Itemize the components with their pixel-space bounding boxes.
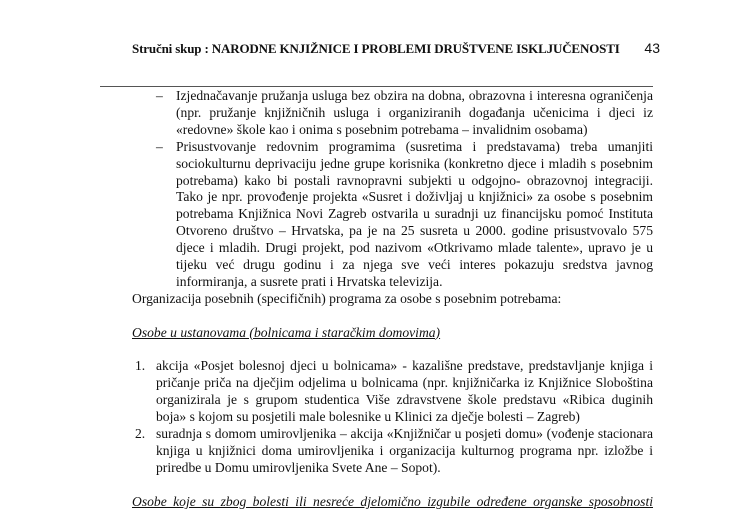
list-item-text: akcija «Posjet bolesnoj djeci u bolnicama» - kazališne predstave, predstavljanje knjiga i pričanje priča na dječjim odjelima u bolnicama (npr. knjižničarka iz Knjižnice Sloboština organizirala je s grupom studentica Više zdravstvene škole predstavu «Ribica duginih boja» s kojom su posjetili male bolesnike u Klinici za dječje bolesti – Zagreb) <box>156 358 653 425</box>
header-rule <box>100 86 653 87</box>
dash-bullet: – <box>156 138 163 154</box>
running-header <box>132 40 660 59</box>
item-number: 2. <box>135 426 146 442</box>
spacer <box>132 308 653 325</box>
dash-bullet: – <box>156 88 163 103</box>
list-item-text: Prisustvovanje redovnim programima (susretima i predstavama) treba umanjiti sociokulturnu deprivaciju jedne grupe korisnika (konkretno djece i mladih s posebnim potrebama) kako bi postali ravnopravni subjekti u odgojno- obrazovnoj integraciji. Tako je npr. provođenje projekta «Susret i doživljaj u knjižnici» za osobe s posebnim potrebama Knjižnica Novi Zagreb ostvarila u suradnji uz financijsku pomoć Instituta Otvoreno društvo – Hrvatska, pa je na 25 susreta u 2000. godine prisustvovalo 575 djece i mladih. Drugi projekt, pod nazivom «Otkrivamo mlade talente», upravo je u tijeku već drugu godinu i za njega sve veći interes pokazuju sredstva javnog informiranja, a susrete prati i Hrvatska televizija. <box>176 138 653 289</box>
list-item-text: Izjednačavanje pružanja usluga bez obzira na dobna, obrazovna i interesna ograničenja (npr. pružanje knjižničnih usluga i organiziranih događanja učenicima i djeci iz «redovne» škole kao i onima s posebnim potrebama – invalidnim osobama) <box>176 88 653 137</box>
section-heading-illness: Osobe koje su zbog bolesti ili nesreće djelomično izgubile određene organske sposobnosti <box>132 493 653 509</box>
header-title: Stručni skup : NARODNE KNJIŽNICE I PROBLEMI DRUŠTVENE ISKLJUČENOSTI <box>132 41 620 56</box>
list-item-text: suradnja s domom umirovljenika – akcija «Knjižničar u posjeti domu» (vođenje stacionara knjiga u knjižnici doma umirovljenika i organizacija kulturnog programa npr. izložbe i priredbe u Domu umirovljenika Svete Ane – Sopot). <box>156 426 653 475</box>
intro-paragraph: Organizacija posebnih (specifičnih) programa za osobe s posebnim potrebama: <box>132 290 562 306</box>
numbered-list-item <box>132 426 653 477</box>
spacer <box>132 477 653 494</box>
page-number: 43 <box>644 40 660 56</box>
dash-list-item <box>132 139 653 291</box>
spacer <box>132 342 653 359</box>
page-body <box>132 88 653 511</box>
section-heading-institutions: Osobe u ustanovama (bolnicama i staračkim domovima) <box>132 324 441 340</box>
numbered-list-item <box>132 358 653 426</box>
item-number: 1. <box>135 358 146 374</box>
dash-list-item <box>132 88 653 139</box>
